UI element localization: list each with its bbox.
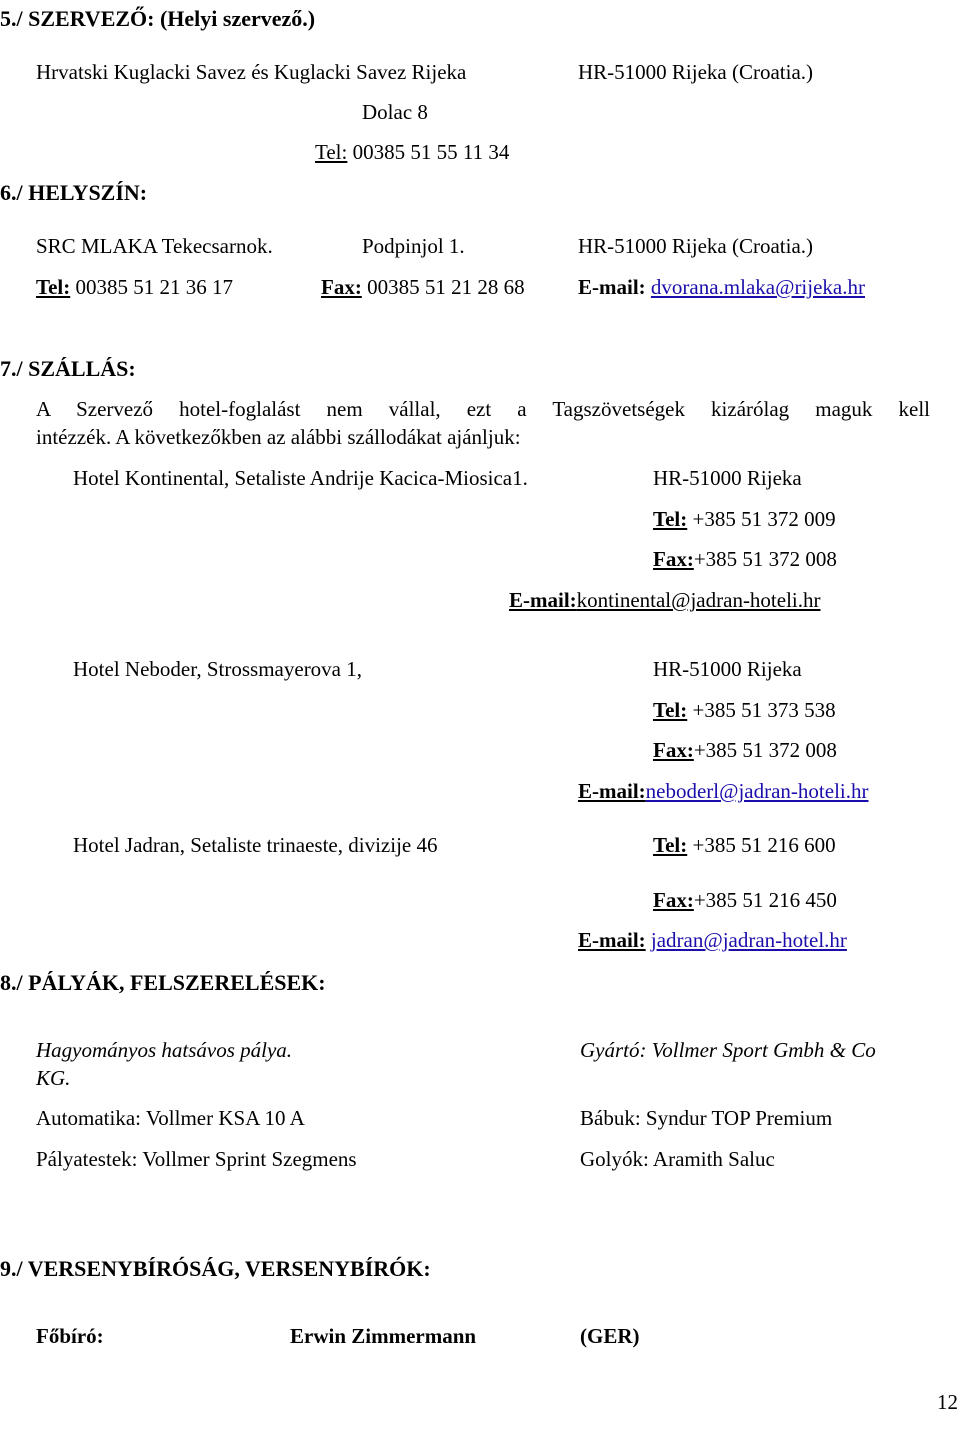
fax-value: +385 51 372 008 <box>693 547 837 571</box>
organizer-name: Hrvatski Kuglacki Savez és Kuglacki Savez Rijeka <box>36 60 467 84</box>
fax-value: +385 51 216 450 <box>693 888 837 912</box>
email-label: E-mail: <box>578 779 646 803</box>
balls: Golyók: Aramith Saluc <box>580 1147 775 1171</box>
section-7-heading: 7./ SZÁLLÁS: <box>0 356 136 381</box>
hotel-kontinental-email[interactable] <box>509 590 821 611</box>
hotel-neboder-fax <box>653 740 837 761</box>
hotel-kontinental-name: Hotel Kontinental, Setaliste Andrije Kacica-Miosica1. <box>73 466 528 490</box>
organizer-street: Dolac 8 <box>362 100 428 124</box>
page-number: 12 <box>937 1390 958 1414</box>
tel-label: Tel: <box>315 140 348 164</box>
tel-value: +385 51 373 538 <box>687 698 836 722</box>
fax-value: 00385 51 21 28 68 <box>361 275 525 299</box>
section-5-heading: 5./ SZERVEZŐ: (Helyi szervező.) <box>0 6 316 31</box>
chief-referee-name: Erwin Zimmermann <box>290 1324 477 1348</box>
venue-street: Podpinjol 1. <box>362 234 465 258</box>
hotel-neboder-email[interactable] <box>578 781 869 802</box>
section-8-heading: 8./ PÁLYÁK, FELSZERELÉSEK: <box>0 970 326 995</box>
hotel-neboder-city: HR-51000 Rijeka <box>653 657 802 681</box>
email-label: E-mail: <box>509 588 577 612</box>
email-value[interactable]: kontinental@jadran-hoteli.hr <box>576 588 821 612</box>
automation: Automatika: Vollmer KSA 10 A <box>36 1106 305 1130</box>
hotel-neboder-name: Hotel Neboder, Strossmayerova 1, <box>73 657 363 681</box>
pins: Bábuk: Syndur TOP Premium <box>580 1106 833 1130</box>
section-9-heading: 9./ VERSENYBÍRÓSÁG, VERSENYBÍRÓK: <box>0 1256 431 1281</box>
tel-label: Tel: <box>653 507 688 531</box>
email-value[interactable]: neboderl@jadran-hoteli.hr <box>645 779 869 803</box>
hotel-jadran-phone <box>653 835 836 856</box>
venue-email-link[interactable]: dvorana.mlaka@rijeka.hr <box>650 275 865 299</box>
tel-value: 00385 51 55 11 34 <box>347 140 510 164</box>
manufacturer: Gyártó: Vollmer Sport Gmbh & Co <box>580 1038 876 1062</box>
hotel-kontinental-phone <box>653 509 836 530</box>
lane-type-line-1: Hagyományos hatsávos pálya. <box>36 1038 293 1062</box>
hotel-jadran-name: Hotel Jadran, Setaliste trinaeste, divizije 46 <box>73 833 438 857</box>
venue-city: HR-51000 Rijeka (Croatia.) <box>578 234 814 258</box>
hotel-jadran-email[interactable] <box>578 930 847 951</box>
email-label: E-mail: <box>578 928 646 952</box>
lane-type-line-2: KG. <box>36 1066 71 1090</box>
fax-label: Fax: <box>653 888 694 912</box>
chief-referee-country: (GER) <box>580 1324 640 1348</box>
hotel-kontinental-fax <box>653 549 837 570</box>
tel-label: Tel: <box>36 275 71 299</box>
chief-referee-label: Főbíró: <box>36 1324 104 1348</box>
accommodation-text-line-2: intézzék. A következőkben az alábbi szállodákat ajánljuk: <box>36 425 521 449</box>
organizer-phone <box>315 142 509 163</box>
tel-value: +385 51 372 009 <box>687 507 836 531</box>
fax-label: Fax: <box>653 738 694 762</box>
hotel-jadran-fax <box>653 890 837 911</box>
email-label: E-mail: <box>578 275 646 299</box>
lane-body: Pályatestek: Vollmer Sprint Szegmens <box>36 1147 357 1171</box>
tel-value: +385 51 216 600 <box>687 833 836 857</box>
tel-value: 00385 51 21 36 17 <box>70 275 233 299</box>
venue-email <box>578 277 865 298</box>
organizer-city: HR-51000 Rijeka (Croatia.) <box>578 60 814 84</box>
section-6-heading: 6./ HELYSZÍN: <box>0 180 148 205</box>
tel-label: Tel: <box>653 698 688 722</box>
venue-fax <box>321 277 525 298</box>
hotel-kontinental-city: HR-51000 Rijeka <box>653 466 802 490</box>
accommodation-text-line-1: A Szervező hotel-foglalást nem vállal, ezt a Tagszövetségek kizárólag maguk kell <box>36 397 930 421</box>
hotel-neboder-phone <box>653 700 836 721</box>
fax-label: Fax: <box>321 275 362 299</box>
tel-label: Tel: <box>653 833 688 857</box>
venue-phone <box>36 277 233 298</box>
fax-label: Fax: <box>653 547 694 571</box>
fax-value: +385 51 372 008 <box>693 738 837 762</box>
venue-name: SRC MLAKA Tekecsarnok. <box>36 234 273 258</box>
email-value[interactable]: jadran@jadran-hotel.hr <box>650 928 847 952</box>
